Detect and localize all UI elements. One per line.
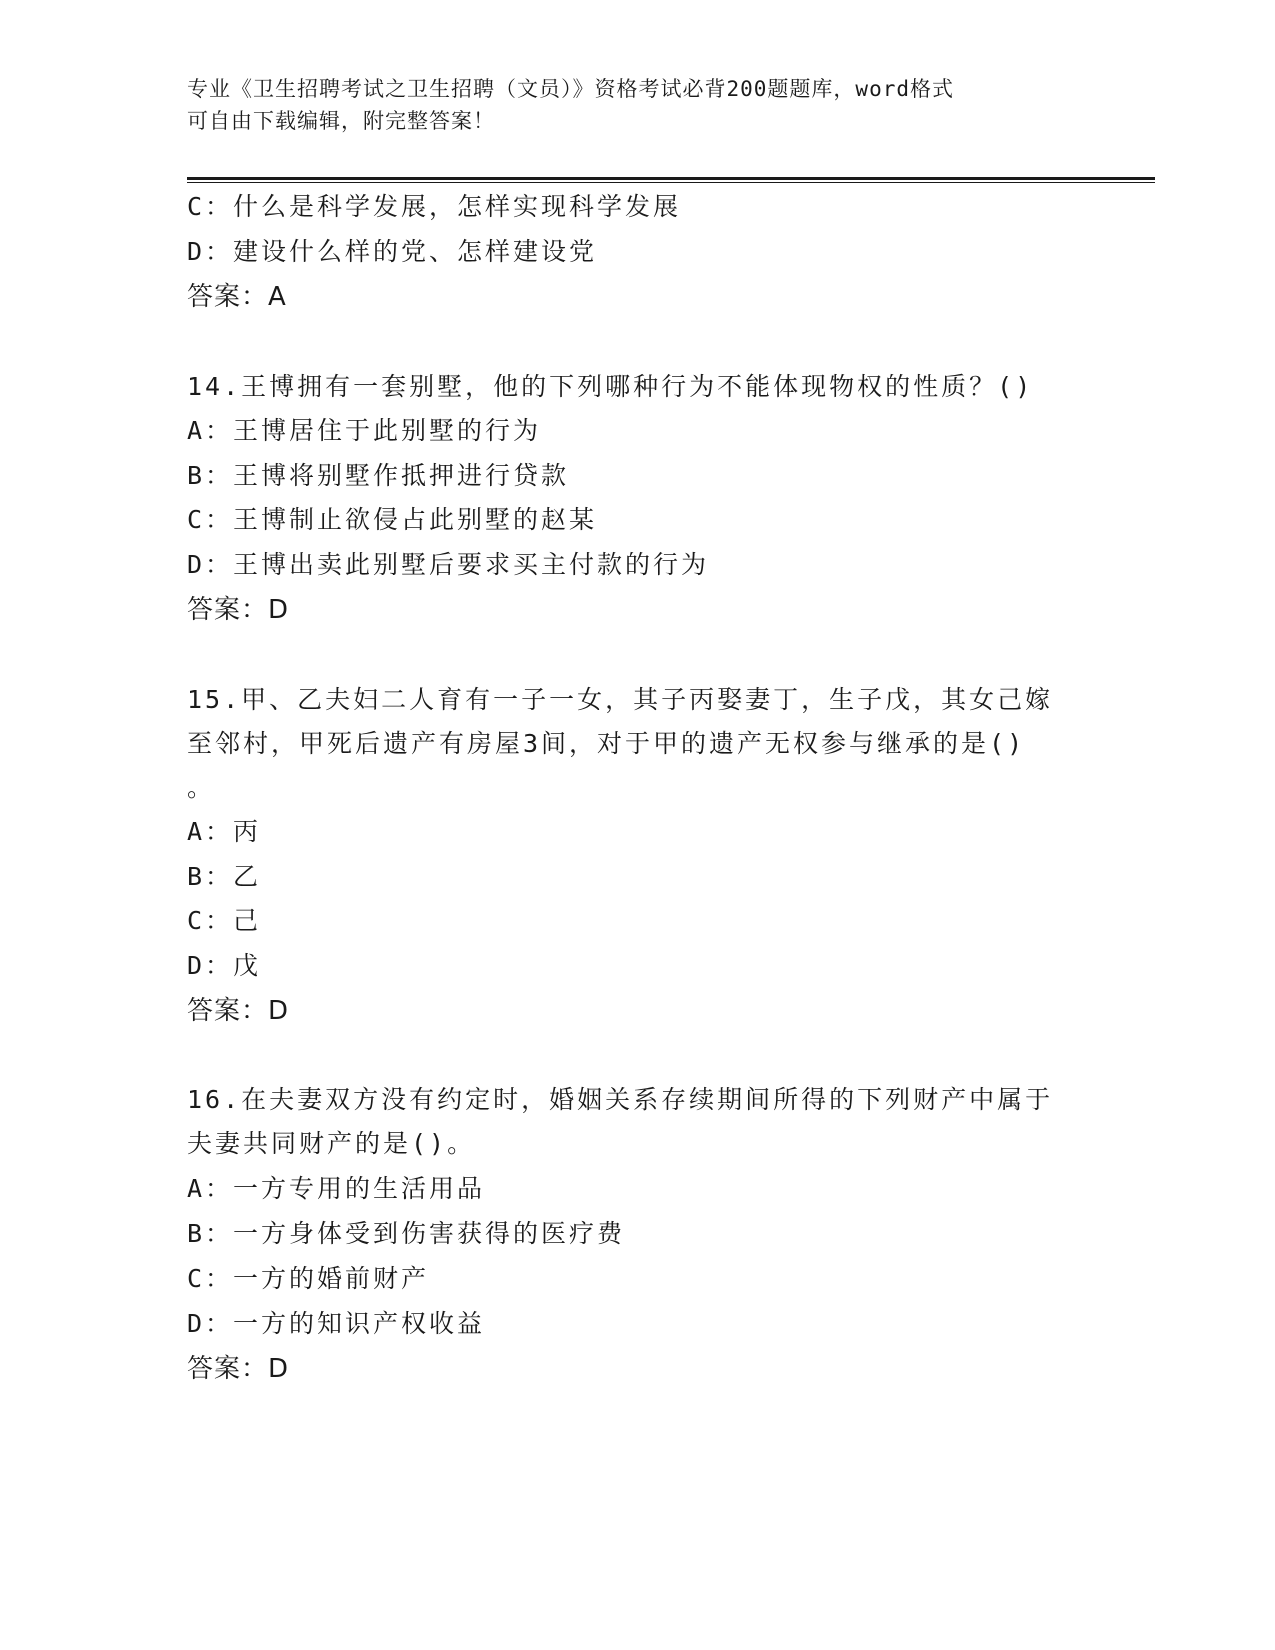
q15-stem-line-2: 至邻村，甲死后遗产有房屋3间，对于甲的遗产无权参与继承的是() bbox=[187, 729, 1026, 758]
q15-stem-line-1: 15.甲、乙夫妇二人育有一子一女，其子丙娶妻丁，生子戊，其女己嫁 bbox=[187, 685, 1054, 714]
q16-stem-line-2: 夫妻共同财产的是()。 bbox=[187, 1129, 476, 1158]
document-header bbox=[187, 73, 1087, 137]
q15-stem-line-3: 。 bbox=[187, 773, 216, 802]
q16-option-a: A：一方专用的生活用品 bbox=[187, 1174, 486, 1203]
q16-option-b: B：一方身体受到伤害获得的医疗费 bbox=[187, 1219, 626, 1248]
header-rule-thin bbox=[187, 182, 1155, 183]
q14-option-c: C：王博制止欲侵占此别墅的赵某 bbox=[187, 505, 598, 534]
q13-option-d: D：建设什么样的党、怎样建设党 bbox=[187, 237, 598, 266]
header-line-2: 可自由下载编辑，附完整答案！ bbox=[187, 109, 495, 133]
q15-option-b: B：乙 bbox=[187, 862, 262, 891]
q14-option-b: B：王博将别墅作抵押进行贷款 bbox=[187, 461, 570, 490]
q15-option-c: C：己 bbox=[187, 906, 262, 935]
q15-option-a: A：丙 bbox=[187, 817, 262, 846]
q16-option-c: C：一方的婚前财产 bbox=[187, 1264, 430, 1293]
q13-option-c: C：什么是科学发展，怎样实现科学发展 bbox=[187, 192, 682, 221]
q14-option-d: D：王博出卖此别墅后要求买主付款的行为 bbox=[187, 550, 710, 579]
q14-stem: 14.王博拥有一套别墅，他的下列哪种行为不能体现物权的性质？() bbox=[187, 372, 1034, 401]
q15-option-d: D：戊 bbox=[187, 951, 262, 980]
q15-answer: 答案：D bbox=[187, 996, 290, 1026]
q14-answer: 答案：D bbox=[187, 595, 290, 625]
q16-option-d: D：一方的知识产权收益 bbox=[187, 1309, 486, 1338]
q16-answer: 答案：D bbox=[187, 1354, 290, 1384]
q16-stem-line-1: 16.在夫妻双方没有约定时，婚姻关系存续期间所得的下列财产中属于 bbox=[187, 1085, 1054, 1114]
q14-option-a: A：王博居住于此别墅的行为 bbox=[187, 416, 542, 445]
header-rule-thick bbox=[187, 177, 1155, 180]
header-line-1: 专业《卫生招聘考试之卫生招聘（文员）》资格考试必背200题题库，word格式 bbox=[187, 77, 954, 101]
q13-answer: 答案：A bbox=[187, 282, 287, 312]
